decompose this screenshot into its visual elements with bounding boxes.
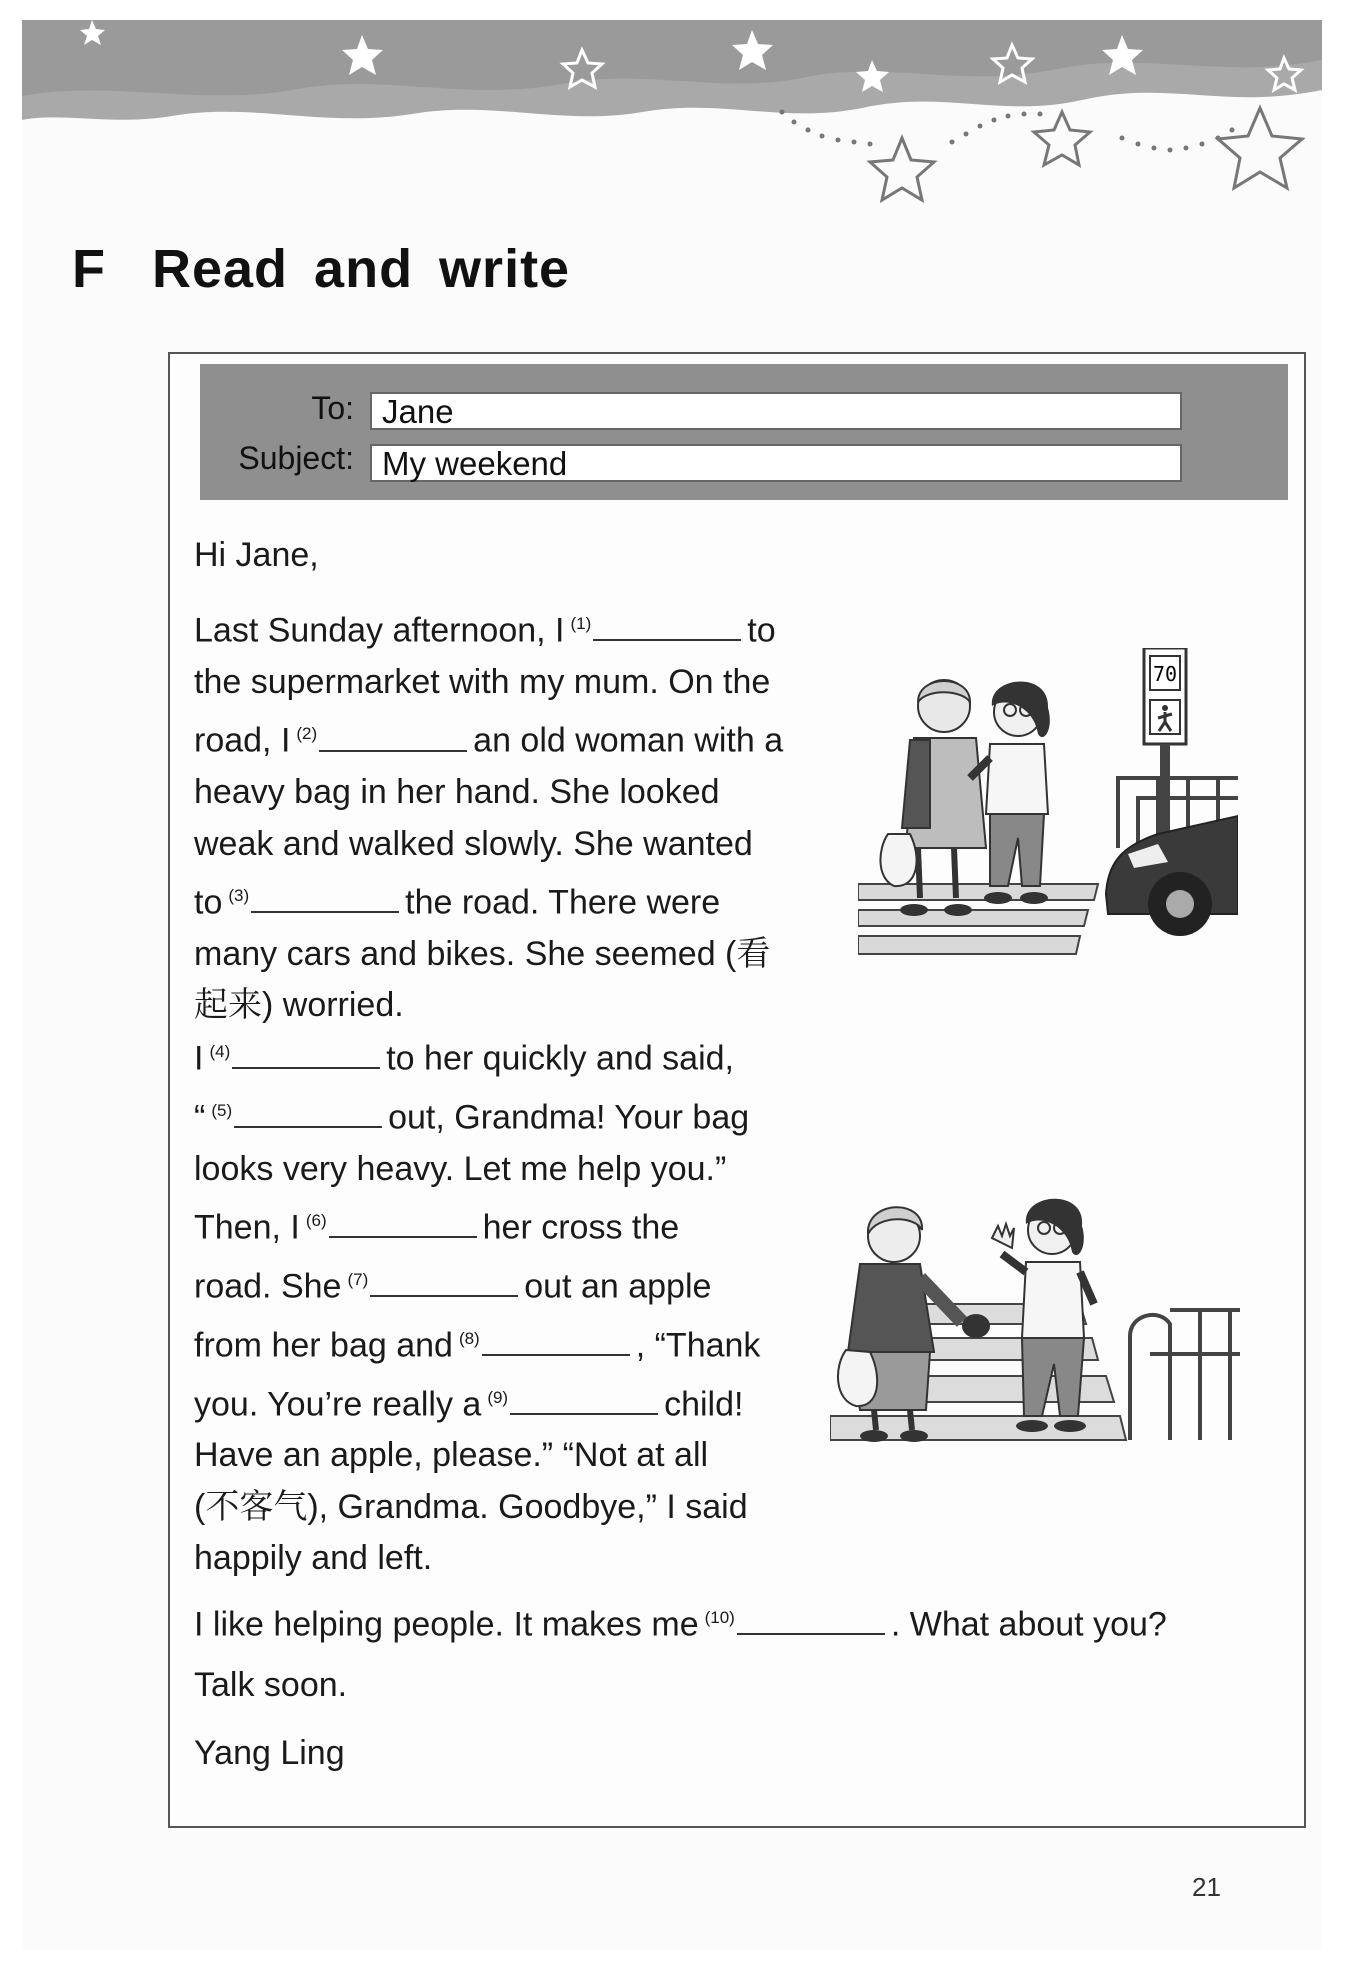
text-line: road. She $^{(7)}$ out an apple — [194, 1267, 712, 1306]
text-line: many cars and bikes. She seemed (看 — [194, 934, 771, 973]
blank-number: (2) — [296, 724, 318, 744]
text-line: Have an apple, please.” “Not at all — [194, 1436, 709, 1475]
blank-7 — [370, 1265, 518, 1297]
blank-1 — [593, 609, 741, 641]
crosswalk-scene-icon — [858, 648, 1238, 984]
text-line: (不客气), Grandma. Goodbye,” I said — [194, 1487, 748, 1526]
text-line: heavy bag in her hand. She looked — [194, 773, 720, 812]
blank-number: (6) — [305, 1211, 327, 1231]
text-line: 起来) worried. — [194, 986, 404, 1025]
text-line: I like helping people. It makes me $^{(10)}$ . What about you? — [194, 1605, 1167, 1644]
text-line: you. You’re really a $^{(9)}$ child! — [194, 1384, 744, 1423]
blank-number: (5) — [211, 1100, 233, 1120]
blank-3 — [251, 881, 399, 913]
sign-number: 70 — [1152, 662, 1178, 686]
text-line: looks very heavy. Let me help you.” — [194, 1149, 727, 1188]
text-line: the supermarket with my mum. On the — [194, 662, 771, 701]
blank-4 — [232, 1037, 380, 1069]
page-number: 21 — [1192, 1872, 1221, 1902]
blank-number: (8) — [458, 1328, 480, 1348]
text-line: to $^{(3)}$ the road. There were — [194, 883, 721, 922]
subject-field: My weekend — [370, 444, 1182, 482]
blank-number: (10) — [704, 1608, 735, 1627]
paragraph-1 — [194, 598, 783, 1032]
subject-label: Subject: — [238, 440, 354, 476]
to-field: Jane — [370, 392, 1182, 430]
blank-number: (9) — [487, 1387, 509, 1407]
blank-6 — [329, 1206, 477, 1238]
blank-5 — [234, 1096, 382, 1128]
greeting: Hi Jane, — [194, 536, 319, 574]
blank-number: (1) — [570, 614, 592, 633]
to-label: To: — [311, 390, 354, 426]
paragraph-3 — [194, 1592, 1167, 1651]
email-box — [168, 352, 1306, 1828]
blank-number: (3) — [228, 886, 250, 906]
text-line: from her bag and $^{(8)}$ , “Thank — [194, 1326, 761, 1365]
star-banner-icon — [22, 20, 1322, 220]
text-line: road, I $^{(2)}$ an old woman with a — [194, 721, 784, 760]
text-line: Last Sunday afternoon, I $^{(1)}$ to — [194, 611, 776, 650]
text-line: I $^{(4)}$ to her quickly and said, — [194, 1039, 734, 1078]
signature: Yang Ling — [194, 1734, 345, 1772]
text-line: “ $^{(5)}$ out, Grandma! Your bag — [194, 1098, 750, 1137]
apple-gift-scene-icon — [830, 1154, 1240, 1454]
paragraph-2 — [194, 1026, 760, 1585]
blank-8 — [482, 1324, 630, 1356]
blank-10 — [737, 1603, 885, 1635]
blank-9 — [510, 1383, 658, 1415]
section-letter: F — [72, 239, 105, 299]
blank-number: (4) — [209, 1042, 231, 1061]
section-title: Read and write — [152, 239, 571, 299]
blank-number: (7) — [347, 1269, 369, 1289]
text-line: Then, I $^{(6)}$ her cross the — [194, 1208, 680, 1247]
email-header — [200, 364, 1288, 500]
blank-2 — [319, 720, 467, 752]
closing: Talk soon. — [194, 1666, 348, 1704]
text-line: weak and walked slowly. She wanted — [194, 824, 753, 863]
text-line: happily and left. — [194, 1539, 433, 1578]
